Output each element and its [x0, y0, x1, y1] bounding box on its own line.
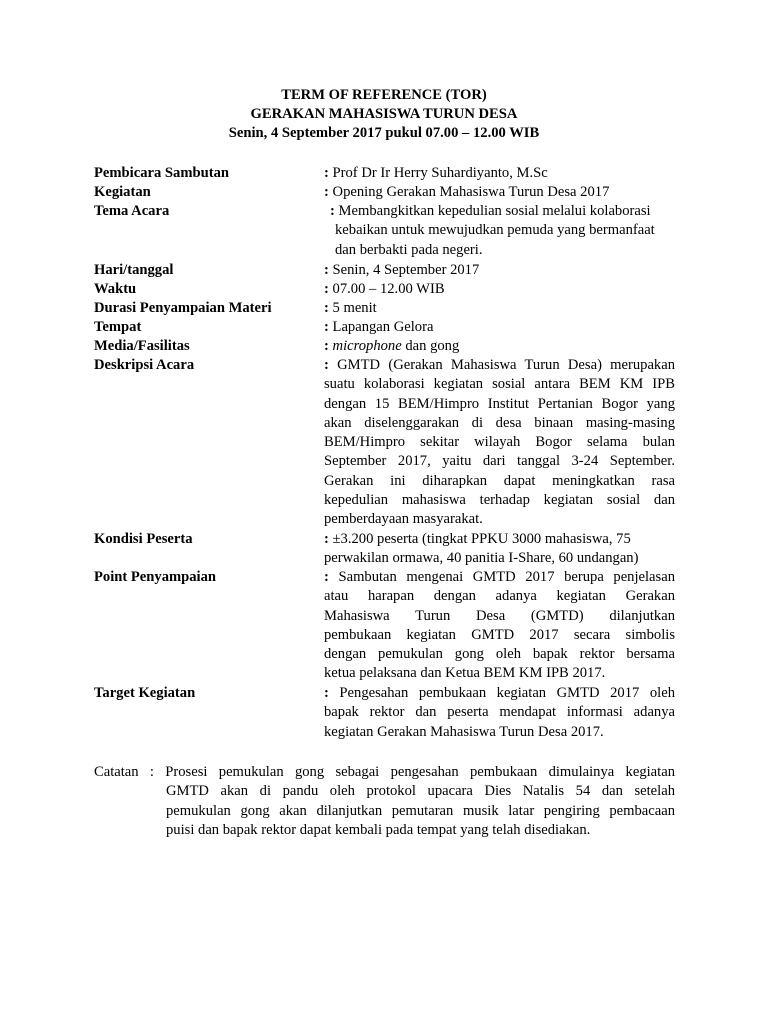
deskripsi-line: suatu kolaborasi kegiatan sosial antara BEM KM IPB — [324, 376, 675, 393]
deskripsi-line: kepedulian mahasiswa terhadap kegiatan sosial dan — [324, 492, 675, 509]
value-pembicara-text: Prof Dr Ir Herry Suhardiyanto, M.Sc — [332, 165, 548, 181]
value-media-italic: microphone — [332, 338, 402, 354]
value-hari — [324, 261, 675, 280]
catatan-line: puisi dan bapak rektor dapat kembali pada tempat yang telah disediakan. — [166, 821, 591, 838]
point-line: atau harapan dengan adanya kegiatan Gerakan — [324, 588, 675, 605]
colon: : — [324, 685, 329, 701]
event-title: GERAKAN MAHASISWA TURUN DESA — [250, 106, 518, 122]
value-target — [324, 684, 675, 742]
colon: : — [324, 281, 329, 297]
tema-line-text: dan berbakti pada negeri. — [335, 241, 483, 258]
colon: : — [330, 203, 335, 219]
kondisi-line-text: ±3.200 peserta (tingkat PPKU 3000 mahasiswa, 75 — [332, 531, 631, 547]
value-kondisi — [324, 530, 675, 569]
deskripsi-line: BEM/Himpro sekitar wilayah Bogor selama bulan — [324, 434, 675, 451]
colon: : — [324, 184, 329, 200]
label-kondisi: Kondisi Peserta — [94, 531, 193, 547]
label-tempat: Tempat — [94, 319, 142, 335]
point-line: pembukaan kegiatan GMTD 2017 secara simbolis — [324, 626, 675, 643]
kondisi-line: perwakilan ormawa, 40 panitia I-Share, 60 undangan) — [324, 550, 639, 567]
colon: : — [324, 300, 329, 316]
value-media — [324, 337, 675, 356]
label-target: Target Kegiatan — [94, 685, 196, 701]
label-tema: Tema Acara — [94, 203, 170, 219]
catatan-line: pemukulan gong akan dilanjutkan pemutaran musik latar pengiring pembacaan — [166, 802, 675, 819]
catatan-first-line: Catatan : Prosesi pemukulan gong sebagai pengesahan pembukaan dimulainya kegiatan — [94, 764, 675, 780]
deskripsi-line: September 2017, yaitu dari tanggal 3-24 September. — [324, 453, 675, 470]
kondisi-line — [324, 530, 675, 549]
value-durasi-text: 5 menit — [332, 300, 377, 316]
value-pembicara — [324, 164, 675, 183]
tema-line-text: kebaikan untuk mewujudkan pemuda yang bermanfaat — [335, 222, 655, 239]
label-durasi: Durasi Penyampaian Materi — [94, 300, 272, 316]
event-datetime: Senin, 4 September 2017 pukul 07.00 – 12.00 WIB — [228, 125, 540, 141]
deskripsi-line: akan diselenggarakan di desa binaan masing-masing — [324, 414, 675, 431]
label-kegiatan: Kegiatan — [94, 184, 151, 200]
value-point — [324, 568, 675, 684]
label-hari: Hari/tanggal — [94, 262, 174, 278]
value-tempat — [324, 318, 675, 337]
value-deskripsi — [324, 356, 675, 530]
catatan-note — [94, 763, 675, 840]
value-media-rest: dan gong — [401, 338, 460, 354]
colon: : — [324, 357, 329, 373]
value-tema — [330, 202, 675, 260]
target-line — [324, 684, 675, 703]
target-line-text: Pengesahan pembukaan kegiatan GMTD 2017 oleh — [339, 685, 675, 701]
label-point: Point Penyampaian — [94, 569, 217, 585]
label-media: Media/Fasilitas — [94, 338, 190, 354]
colon: : — [324, 319, 329, 335]
document-title: TERM OF REFERENCE (TOR) — [281, 87, 487, 103]
point-line — [324, 568, 675, 587]
colon: : — [324, 569, 329, 585]
point-line: ketua pelaksana dan Ketua BEM KM IPB 2017. — [324, 665, 606, 682]
tema-line-text: Membangkitkan kepedulian sosial melalui kolaborasi — [338, 203, 651, 219]
value-kegiatan — [324, 183, 675, 202]
value-durasi — [324, 299, 675, 318]
target-line: kegiatan Gerakan Mahasiswa Turun Desa 2017. — [324, 723, 604, 740]
label-waktu: Waktu — [94, 281, 137, 297]
point-line-text: Sambutan mengenai GMTD 2017 berupa penjelasan — [338, 569, 675, 585]
target-line: bapak rektor dan peserta mendapat informasi adanya — [324, 704, 675, 721]
point-line: Mahasiswa Turun Desa (GMTD) dilanjutkan — [324, 607, 675, 624]
catatan-continuation — [94, 782, 675, 840]
value-kegiatan-text: Opening Gerakan Mahasiswa Turun Desa 2017 — [332, 184, 610, 200]
label-deskripsi: Deskripsi Acara — [94, 357, 195, 373]
tema-line — [330, 241, 675, 260]
colon: : — [324, 165, 329, 181]
value-waktu — [324, 280, 675, 299]
deskripsi-line: dengan 15 BEM/Himpro Institut Pertanian Bogor yang — [324, 395, 675, 412]
label-pembicara: Pembicara Sambutan — [94, 165, 229, 181]
colon: : — [324, 338, 329, 354]
catatan-line: GMTD akan di pandu oleh protokol upacara Dies Natalis 54 dan setelah — [166, 783, 675, 800]
colon: : — [324, 531, 329, 547]
deskripsi-line — [324, 356, 675, 375]
value-hari-text: Senin, 4 September 2017 — [332, 262, 480, 278]
deskripsi-line-text: GMTD (Gerakan Mahasiswa Turun Desa) merupakan — [337, 357, 675, 373]
point-line: dengan pemukulan gong oleh bapak rektor bersama — [324, 646, 675, 663]
value-tempat-text: Lapangan Gelora — [332, 319, 434, 335]
tema-line — [330, 221, 675, 240]
value-waktu-text: 07.00 – 12.00 WIB — [332, 281, 445, 297]
colon: : — [324, 262, 329, 278]
deskripsi-line: pemberdayaan masyarakat. — [324, 511, 483, 528]
tema-line — [330, 202, 675, 221]
deskripsi-line: Gerakan ini diharapkan dapat meningkatkan rasa — [324, 472, 675, 489]
